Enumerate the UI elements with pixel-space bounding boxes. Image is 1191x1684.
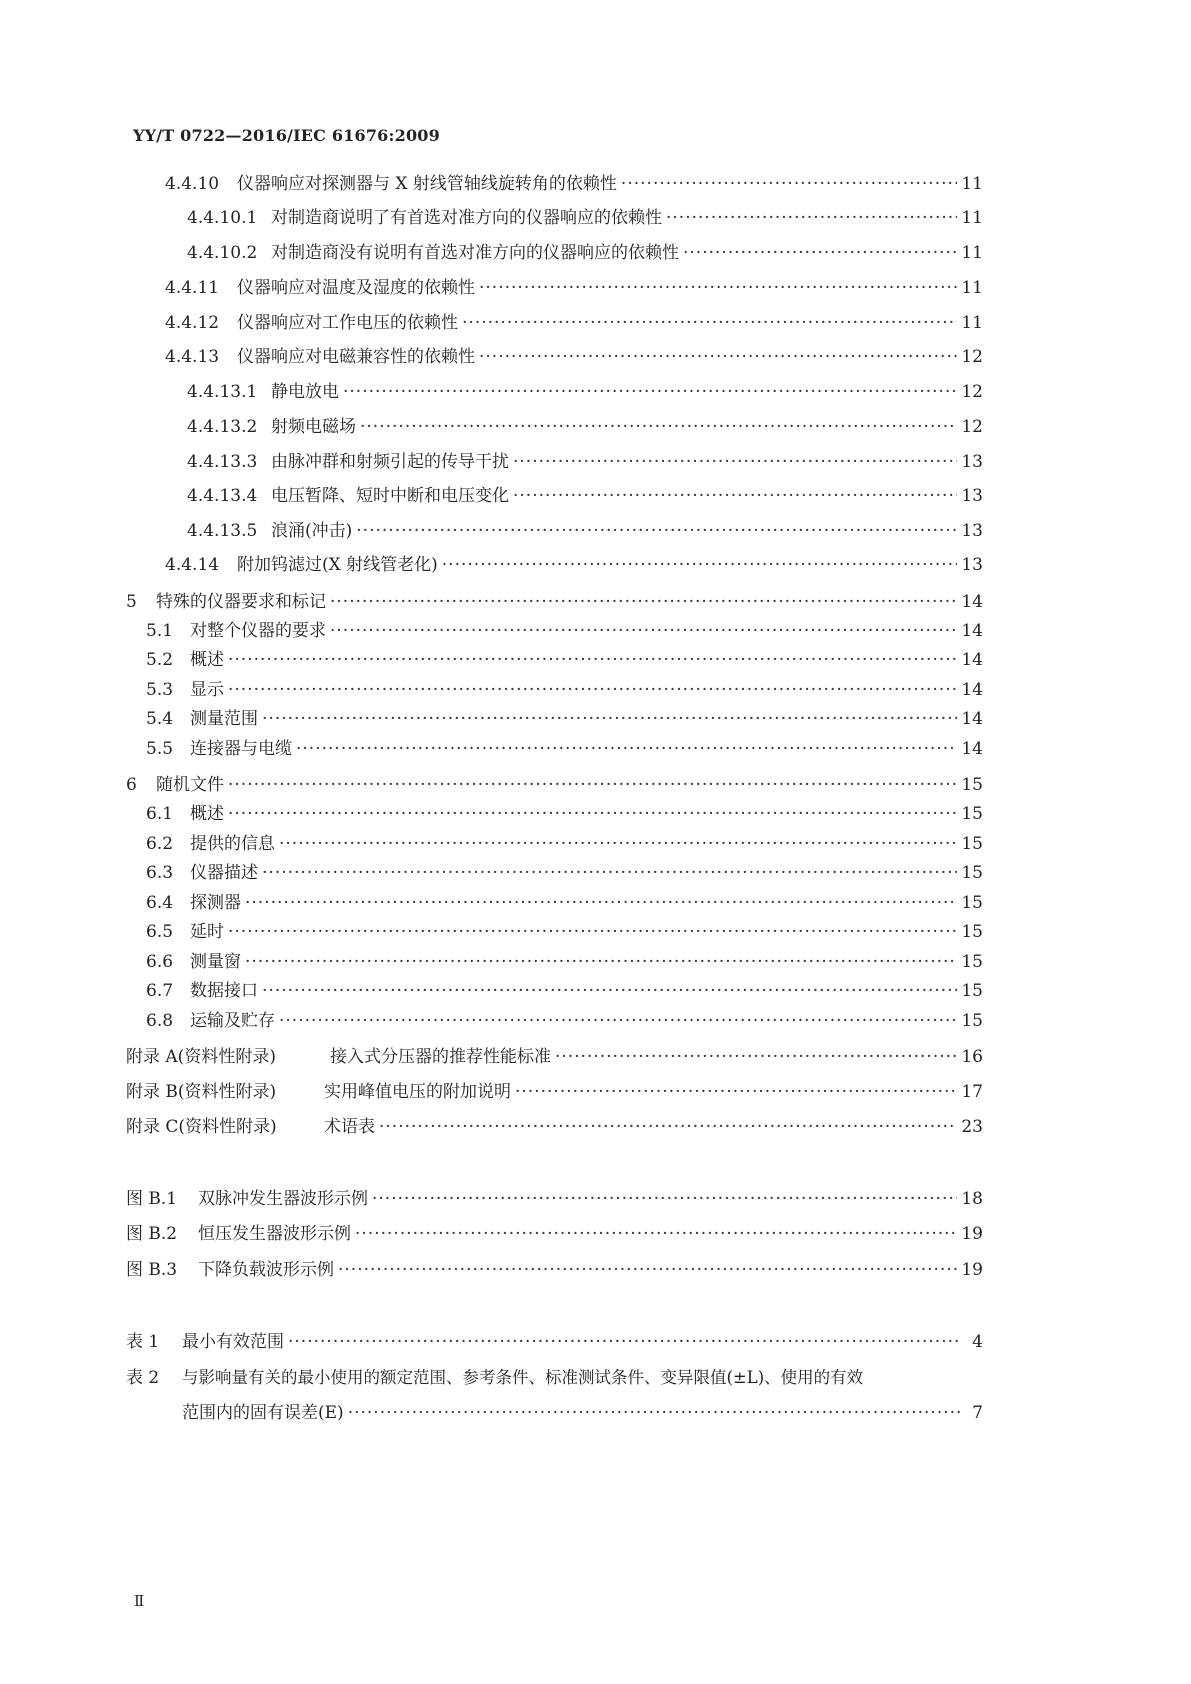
toc-entry-number: 6.3 (146, 863, 174, 883)
toc-entry-number: 5.2 (146, 650, 174, 670)
toc-entry[interactable] (146, 917, 983, 941)
toc-entry-title: 仪器响应对探测器与 X 射线管轴线旋转角的依赖性 (237, 174, 617, 194)
toc-entry-title: 仪器响应对电磁兼容性的依赖性 (237, 347, 475, 367)
toc-entry[interactable] (146, 858, 983, 882)
toc-entry-number: 4.4.13.5 (187, 521, 258, 541)
toc-entry-title: 探测器 (190, 893, 241, 913)
toc-entry-annex[interactable] (126, 1077, 983, 1101)
toc-entry-page: 4 (972, 1332, 983, 1352)
toc-entry-number: 6.6 (146, 952, 174, 972)
toc-entry-number: 6.8 (146, 1011, 174, 1031)
leader-dots (245, 952, 957, 972)
toc-entry-title: 附加钨滤过(X 射线管老化) (237, 555, 438, 575)
leader-dots (442, 555, 958, 575)
toc-entry-number: 图 B.3 (126, 1260, 178, 1280)
toc-entry-title: 仪器描述 (190, 863, 258, 883)
toc-entry[interactable] (126, 587, 983, 611)
toc-entry-number: 图 B.1 (126, 1189, 178, 1209)
toc-entry-page: 7 (972, 1403, 983, 1423)
toc-entry-title: 射频电磁场 (271, 417, 356, 437)
toc-entry-number: 6.4 (146, 893, 174, 913)
toc-entry-title: 数据接口 (190, 981, 258, 1001)
toc-entry-table[interactable] (126, 1363, 983, 1387)
toc-entry-page: 15 (961, 834, 983, 854)
toc-entry-number: 4.4.12 (165, 313, 220, 333)
toc-entry-page: 15 (961, 981, 983, 1001)
toc-entry[interactable] (187, 447, 983, 471)
toc-entry-page: 15 (961, 863, 983, 883)
toc-entry-number: 附录 C(资料性附录) (126, 1117, 277, 1137)
toc-entry-page: 15 (961, 952, 983, 972)
toc-entry-title: 仪器响应对工作电压的依赖性 (237, 313, 458, 333)
leader-dots (462, 313, 957, 333)
toc-entry-title: 范围内的固有误差(E) (182, 1403, 344, 1423)
toc-entry-title: 概述 (190, 804, 224, 824)
toc-entry-title: 术语表 (324, 1117, 375, 1137)
toc-entry-title: 接入式分压器的推荐性能标准 (330, 1047, 551, 1067)
toc-entry-number: 4.4.13.3 (187, 452, 258, 472)
toc-entry[interactable] (187, 377, 983, 401)
page-number: Ⅱ (134, 1592, 145, 1610)
toc-entry-figure[interactable] (126, 1255, 983, 1279)
toc-entry-figure[interactable] (126, 1184, 983, 1208)
toc-entry-title: 实用峰值电压的附加说明 (324, 1082, 511, 1102)
toc-entry-title: 下降负载波形示例 (198, 1260, 334, 1280)
toc-entry-number: 表 2 (126, 1368, 160, 1388)
toc-entry-number: 6.2 (146, 834, 174, 854)
toc-entry-page: 12 (961, 417, 983, 437)
toc-entry-title: 对整个仪器的要求 (190, 621, 326, 641)
toc-entry-title: 对制造商没有说明有首选对准方向的仪器响应的依赖性 (271, 243, 679, 263)
toc-entry-number: 图 B.2 (126, 1224, 178, 1244)
toc-entry-number: 5.1 (146, 621, 174, 641)
leader-dots (288, 1332, 961, 1352)
toc-entry[interactable] (146, 616, 983, 640)
toc-entry-title: 运输及贮存 (190, 1011, 275, 1031)
toc-entry-page: 13 (961, 452, 983, 472)
toc-entry[interactable] (146, 799, 983, 823)
toc-entry-title: 测量窗 (190, 952, 241, 972)
toc-entry-page: 11 (961, 208, 983, 228)
document-header: YY/T 0722—2016/IEC 61676:2009 (133, 126, 440, 145)
leader-dots (262, 709, 957, 729)
toc-entry-page: 16 (961, 1047, 983, 1067)
toc-entry-title: 对制造商说明了有首选对准方向的仪器响应的依赖性 (271, 208, 662, 228)
toc-entry-page: 14 (961, 592, 983, 612)
leader-dots (296, 739, 957, 759)
toc-entry-number: 4.4.13.2 (187, 417, 258, 437)
toc-entry-page: 19 (961, 1260, 983, 1280)
leader-dots (245, 893, 957, 913)
leader-dots (228, 775, 957, 795)
toc-entry-page: 12 (961, 347, 983, 367)
toc-entry[interactable] (165, 342, 983, 366)
toc-entry-page: 14 (961, 709, 983, 729)
toc-entry-page: 15 (961, 804, 983, 824)
toc-entry-number: 4.4.14 (165, 555, 220, 575)
leader-dots (479, 347, 957, 367)
toc-entry-page: 11 (961, 313, 983, 333)
toc-entry[interactable] (165, 273, 983, 297)
toc-entry-number: 6.1 (146, 804, 174, 824)
toc-entry-title: 浪涌(冲击) (271, 521, 353, 541)
toc-entry-title: 随机文件 (156, 775, 224, 795)
toc-entry-page: 13 (961, 555, 983, 575)
toc-entry-title: 提供的信息 (190, 834, 275, 854)
leader-dots (683, 243, 957, 263)
toc-entry-number: 5.4 (146, 709, 174, 729)
toc-entry-number: 4.4.10 (165, 174, 220, 194)
toc-entry[interactable] (146, 1006, 983, 1030)
toc-entry[interactable] (146, 829, 983, 853)
leader-dots (228, 680, 957, 700)
toc-entry-number: 4.4.10.2 (187, 243, 258, 263)
leader-dots (355, 1224, 957, 1244)
toc-entry-page: 15 (961, 893, 983, 913)
toc-entry-title: 双脉冲发生器波形示例 (198, 1189, 368, 1209)
leader-dots (513, 486, 957, 506)
leader-dots (555, 1047, 957, 1067)
toc-entry-page: 13 (961, 486, 983, 506)
toc-entry-page: 23 (961, 1117, 983, 1137)
leader-dots (338, 1260, 957, 1280)
leader-dots (228, 650, 957, 670)
toc-entry[interactable] (187, 238, 983, 262)
leader-dots (360, 417, 957, 437)
toc-entry-title: 仪器响应对温度及湿度的依赖性 (237, 278, 475, 298)
leader-dots (228, 922, 957, 942)
toc-entry-number: 附录 A(资料性附录) (126, 1047, 276, 1067)
toc-entry[interactable] (146, 947, 983, 971)
toc-entry[interactable] (146, 675, 983, 699)
leader-dots (330, 621, 957, 641)
toc-entry-number: 6.7 (146, 981, 174, 1001)
leader-dots (262, 981, 957, 1001)
leader-dots (279, 1011, 957, 1031)
toc-entry-title: 与影响量有关的最小使用的额定范围、参考条件、标准测试条件、变异限值(±L)、使用的有效 (182, 1368, 864, 1387)
toc-entry-title: 由脉冲群和射频引起的传导干扰 (271, 452, 509, 472)
leader-dots (372, 1189, 957, 1209)
leader-dots (666, 208, 957, 228)
toc-entry[interactable] (165, 550, 983, 574)
toc-entry-page: 19 (961, 1224, 983, 1244)
toc-entry-continuation[interactable] (182, 1398, 983, 1422)
toc-entry-number: 4.4.10.1 (187, 208, 258, 228)
toc-entry-title: 电压暂降、短时中断和电压变化 (271, 486, 509, 506)
leader-dots (515, 1082, 957, 1102)
leader-dots (279, 834, 957, 854)
leader-dots (479, 278, 957, 298)
toc-entry[interactable] (146, 888, 983, 912)
toc-entry-title: 特殊的仪器要求和标记 (156, 592, 326, 612)
leader-dots (343, 382, 957, 402)
toc-entry-number: 5.5 (146, 739, 174, 759)
toc-entry-page: 14 (961, 680, 983, 700)
toc-entry-number: 6 (126, 775, 137, 795)
toc-entry-title: 连接器与电缆 (190, 739, 292, 759)
toc-entry-number: 4.4.13.1 (187, 382, 258, 402)
leader-dots (513, 452, 957, 472)
toc-entry-number: 5.3 (146, 680, 174, 700)
toc-entry-title: 恒压发生器波形示例 (198, 1224, 351, 1244)
toc-entry-table[interactable] (126, 1327, 983, 1351)
toc-entry-number: 4.4.13.4 (187, 486, 258, 506)
toc-entry-page: 11 (961, 278, 983, 298)
toc-entry-number: 6.5 (146, 922, 174, 942)
toc-entry-title: 测量范围 (190, 709, 258, 729)
toc-entry-page: 11 (961, 174, 983, 194)
toc-entry-page: 14 (961, 650, 983, 670)
leader-dots (262, 863, 957, 883)
toc-entry-title: 延时 (190, 922, 224, 942)
leader-dots (356, 521, 957, 541)
toc-entry[interactable] (146, 645, 983, 669)
toc-entry-page: 15 (961, 1011, 983, 1031)
toc-entry[interactable] (146, 976, 983, 1000)
toc-entry-number: 4.4.11 (165, 278, 220, 298)
leader-dots (621, 174, 957, 194)
leader-dots (330, 592, 957, 612)
leader-dots (379, 1117, 957, 1137)
toc-entry-page: 13 (961, 521, 983, 541)
toc-entry[interactable] (126, 770, 983, 794)
leader-dots (348, 1403, 961, 1423)
toc-entry-page: 15 (961, 775, 983, 795)
toc-entry-number: 表 1 (126, 1332, 160, 1352)
toc-entry-page: 12 (961, 382, 983, 402)
toc-entry-title: 静电放电 (271, 382, 339, 402)
toc-entry-figure[interactable] (126, 1219, 983, 1243)
toc-entry-annex[interactable] (126, 1112, 983, 1136)
toc-entry-page: 11 (961, 243, 983, 263)
toc-entry-title: 最小有效范围 (182, 1332, 284, 1352)
toc-entry-page: 17 (961, 1082, 983, 1102)
toc-entry-number: 附录 B(资料性附录) (126, 1082, 277, 1102)
toc-entry[interactable] (146, 734, 983, 758)
toc-entry[interactable] (187, 481, 983, 505)
toc-entry-title: 概述 (190, 650, 224, 670)
toc-entry-number: 5 (126, 592, 137, 612)
leader-dots (228, 804, 957, 824)
toc-entry[interactable] (187, 412, 983, 436)
toc-entry[interactable] (187, 516, 983, 540)
toc-entry[interactable] (146, 704, 983, 728)
toc-entry-annex[interactable] (126, 1042, 983, 1066)
toc-entry-page: 14 (961, 739, 983, 759)
toc-entry-number: 4.4.13 (165, 347, 220, 367)
toc-entry[interactable] (165, 169, 983, 193)
toc-entry-page: 18 (961, 1189, 983, 1209)
toc-entry-page: 15 (961, 922, 983, 942)
toc-entry-page: 14 (961, 621, 983, 641)
toc-entry-title: 显示 (190, 680, 224, 700)
toc-entry[interactable] (187, 203, 983, 227)
toc-entry[interactable] (165, 308, 983, 332)
